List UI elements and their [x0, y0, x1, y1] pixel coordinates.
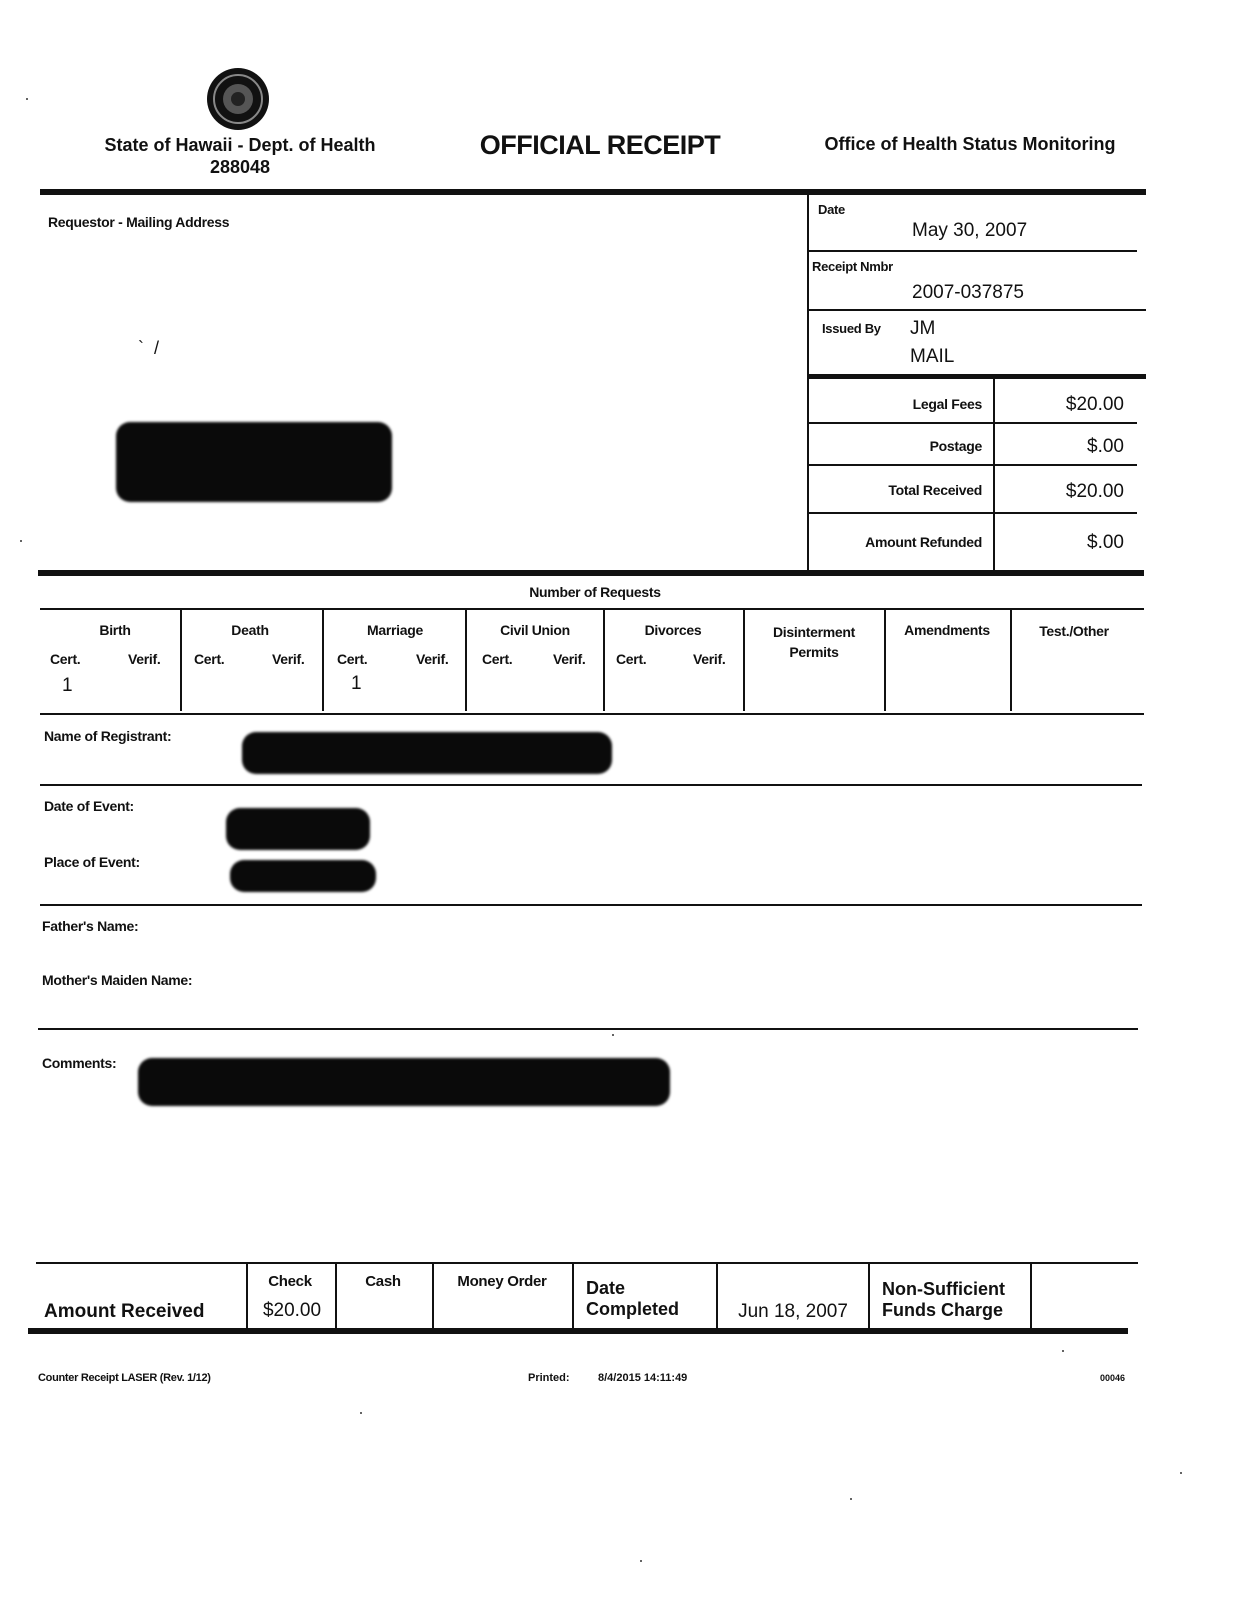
rule	[809, 309, 1146, 311]
scan-speck	[850, 1498, 852, 1500]
col-divider	[1010, 609, 1012, 711]
col-divider	[180, 609, 182, 711]
date-completed-value: Jun 18, 2007	[738, 1301, 848, 1322]
col-divider	[743, 609, 745, 711]
mother-label: Mother's Maiden Name:	[42, 972, 193, 988]
date-completed-label	[586, 1278, 679, 1320]
rule	[36, 1262, 1138, 1264]
total-received-label: Total Received	[888, 482, 982, 498]
disinterment-line1: Disinterment	[773, 624, 855, 640]
cash-label: Cash	[365, 1273, 401, 1290]
footer-code: 00046	[1100, 1373, 1126, 1383]
rule	[809, 464, 1137, 466]
agency-code: 288048	[209, 157, 271, 177]
bottom-rule	[28, 1328, 1128, 1334]
civil-union-header: Civil Union	[500, 622, 570, 638]
divorces-header: Divorces	[644, 622, 702, 638]
issued-method: MAIL	[910, 346, 955, 367]
postage-label: Postage	[929, 438, 982, 454]
birth-cert-label: Cert.	[50, 651, 81, 667]
section-rule	[38, 570, 1144, 576]
rule	[40, 904, 1142, 906]
birth-header: Birth	[99, 622, 131, 638]
agency-name: State of Hawaii - Dept. of Health	[104, 135, 376, 155]
requestor-label: Requestor - Mailing Address	[48, 214, 230, 230]
col-divider	[335, 1264, 337, 1328]
registrant-label: Name of Registrant:	[44, 728, 172, 744]
form-id: Counter Receipt LASER (Rev. 1/12)	[38, 1372, 211, 1384]
scan-speck	[1062, 1350, 1064, 1352]
agency-block	[60, 134, 420, 178]
disinterment-header	[748, 622, 880, 662]
death-header: Death	[231, 622, 269, 638]
amendments-header: Amendments	[904, 622, 990, 638]
marriage-cert-value: 1	[351, 673, 362, 694]
postage-value: $.00	[1087, 436, 1124, 457]
test-other-header: Test./Other	[1039, 623, 1109, 639]
page-title: OFFICIAL RECEIPT	[479, 130, 721, 160]
event-place-label: Place of Event:	[44, 854, 140, 870]
legal-fees-value: $20.00	[1065, 394, 1124, 415]
rule	[38, 1028, 1138, 1030]
col-divider	[572, 1264, 574, 1328]
scan-speck	[1180, 1472, 1182, 1474]
marriage-verif-label: Verif.	[416, 651, 449, 667]
office-name: Office of Health Status Monitoring	[824, 134, 1116, 154]
redaction-event-place	[230, 860, 376, 892]
disinterment-line2: Permits	[789, 644, 839, 660]
redaction-comments	[138, 1058, 670, 1106]
col-divider	[603, 609, 605, 711]
col-divider	[432, 1264, 434, 1328]
check-value: $20.00	[262, 1300, 322, 1321]
fee-divider	[993, 378, 995, 570]
date-completed-line1: Date	[586, 1278, 626, 1298]
printed-label: Printed:	[528, 1372, 570, 1384]
father-label: Father's Name:	[42, 918, 139, 934]
col-divider	[868, 1264, 870, 1328]
receipt-number-value: 2007-037875	[912, 282, 1024, 303]
scan-speck	[26, 98, 28, 100]
divorces-cert-label: Cert.	[616, 651, 647, 667]
redaction-event-date	[226, 808, 370, 850]
rule	[809, 422, 1137, 424]
rule	[40, 608, 1144, 610]
check-label: Check	[268, 1273, 312, 1290]
amount-refunded-value: $.00	[1087, 532, 1124, 553]
amount-received-label: Amount Received	[44, 1301, 205, 1322]
col-divider	[322, 609, 324, 711]
header-rule	[40, 189, 1146, 195]
scan-speck	[360, 1412, 362, 1414]
receipt-number-label: Receipt Nmbr	[812, 259, 893, 274]
date-value: May 30, 2007	[912, 220, 1028, 241]
scan-speck	[640, 1560, 642, 1562]
event-date-label: Date of Event:	[44, 798, 134, 814]
birth-verif-label: Verif.	[128, 651, 161, 667]
marriage-cert-label: Cert.	[337, 651, 368, 667]
divorces-verif-label: Verif.	[693, 651, 726, 667]
death-cert-label: Cert.	[194, 651, 225, 667]
redaction-registrant	[242, 732, 612, 774]
death-verif-label: Verif.	[272, 651, 305, 667]
scan-speck	[612, 1034, 614, 1036]
civil-union-cert-label: Cert.	[482, 651, 513, 667]
date-label: Date	[818, 202, 845, 217]
money-order-label: Money Order	[457, 1273, 547, 1290]
issued-by-label: Issued By	[822, 321, 881, 336]
total-received-value: $20.00	[1065, 481, 1124, 502]
col-divider	[716, 1264, 718, 1328]
col-divider	[884, 609, 886, 711]
nsf-line2: Funds Charge	[882, 1300, 1004, 1320]
rule	[809, 512, 1137, 514]
rule	[809, 250, 1137, 252]
issued-by-value: JM	[910, 318, 936, 339]
scan-speck	[20, 540, 22, 542]
nsf-label	[882, 1279, 1005, 1321]
col-divider	[465, 609, 467, 711]
amount-refunded-label: Amount Refunded	[865, 534, 982, 550]
rule	[809, 374, 1146, 379]
birth-cert-value: 1	[62, 675, 73, 696]
nsf-line1: Non-Sufficient	[882, 1279, 1005, 1299]
printed-value: 8/4/2015 14:11:49	[598, 1372, 688, 1384]
rule	[40, 713, 1144, 715]
date-completed-line2: Completed	[586, 1299, 680, 1319]
requestor-mark: ` /	[138, 338, 159, 358]
state-seal-icon	[205, 66, 271, 132]
redaction-address	[116, 422, 392, 502]
marriage-header: Marriage	[367, 622, 423, 638]
col-divider	[1030, 1264, 1032, 1328]
col-divider	[246, 1264, 248, 1328]
requests-title: Number of Requests	[529, 584, 661, 600]
comments-label: Comments:	[42, 1055, 117, 1071]
legal-fees-label: Legal Fees	[912, 396, 982, 412]
rule	[40, 784, 1142, 786]
civil-union-verif-label: Verif.	[553, 651, 586, 667]
